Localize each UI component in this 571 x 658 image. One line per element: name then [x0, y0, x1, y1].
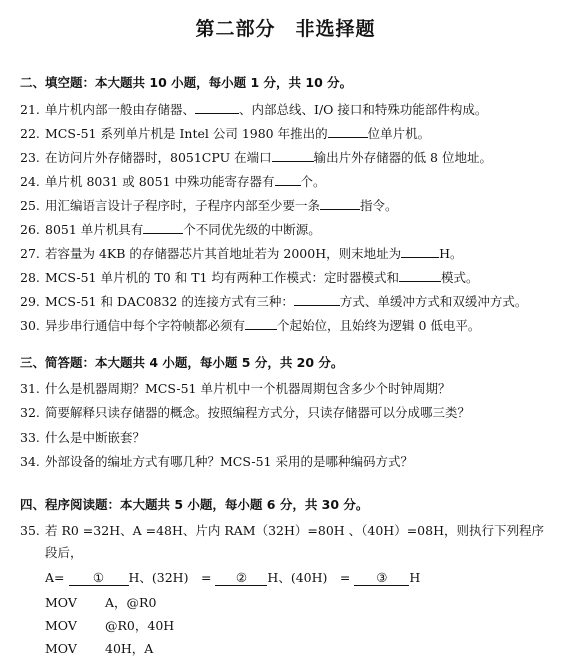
- question-text-before: 在访问片外存储器时，8051CPU 在端口: [45, 150, 272, 165]
- section-4-heading: [20, 495, 368, 513]
- answer-blank[interactable]: [328, 126, 368, 138]
- question-text: 简要解释只读存储器的概念。按照编程方式分，只读存储器可以分成哪三类？: [45, 405, 471, 420]
- section-2-heading: [20, 73, 352, 91]
- answer-blank[interactable]: [195, 102, 239, 114]
- question-number: 29.: [20, 294, 40, 309]
- code-opcode: MOV: [45, 595, 77, 610]
- question-text: 若 R0 =32H、A =48H、片内 RAM（32H）=80H 、（40H）=08H，则执行下列程序: [45, 523, 544, 538]
- answer-blank[interactable]: [320, 198, 360, 210]
- question-text-after: 位单片机。: [367, 126, 431, 141]
- question-34: [20, 452, 413, 470]
- question-29: [20, 292, 527, 310]
- question-number: 21.: [20, 102, 40, 117]
- question-number: 35.: [20, 523, 40, 538]
- question-30: [20, 316, 480, 334]
- question-text-before: 8051 单片机具有: [45, 222, 144, 237]
- question-number: 34.: [20, 454, 40, 469]
- section-3-label: 三、简答题：: [20, 355, 96, 370]
- question-text: 什么是机器周期？MCS-51 单片机中一个机器周期包含多少个时钟周期？: [45, 381, 451, 396]
- answer-fill-row: [45, 568, 420, 586]
- question-33: [20, 428, 145, 446]
- question-22: [20, 124, 430, 142]
- question-text-before: MCS-51 系列单片机是 Intel 公司 1980 年推出的: [45, 126, 328, 141]
- question-text: 外部设备的编址方式有哪几种？MCS-51 采用的是哪种编码方式？: [45, 454, 413, 469]
- question-27: [20, 244, 463, 262]
- section-4-label: 四、程序阅读题：: [20, 497, 121, 512]
- answer-blank[interactable]: [272, 150, 314, 162]
- question-text-before: 用汇编语言设计子程序时，子程序内部至少要一条: [45, 198, 321, 213]
- question-number: 28.: [20, 270, 40, 285]
- page-title: 第二部分 非选择题: [195, 18, 376, 40]
- section-3-desc: 本大题共 4 小题，每小题 5 分，共 20 分。: [95, 355, 344, 370]
- question-number: 24.: [20, 174, 40, 189]
- code-operands: A，@R0: [105, 595, 157, 610]
- question-number: 26.: [20, 222, 40, 237]
- answer-blank-3[interactable]: ③: [354, 570, 409, 586]
- section-4-desc: 本大题共 5 小题，每小题 6 分，共 30 分。: [120, 497, 369, 512]
- question-35: [20, 521, 544, 539]
- question-number: 23.: [20, 150, 40, 165]
- question-31: [20, 379, 451, 397]
- question-text-before: MCS-51 单片机的 T0 和 T1 均有两种工作模式：定时器模式和: [45, 270, 399, 285]
- answer-blank-1[interactable]: ①: [69, 570, 129, 586]
- answer-blank[interactable]: [399, 270, 441, 282]
- question-text-before: 单片机内部一般由存储器、: [45, 102, 196, 117]
- question-32: [20, 403, 470, 421]
- code-line: [45, 639, 153, 657]
- question-text-after: 方式、单缓冲方式和双缓冲方式。: [339, 294, 528, 309]
- question-35-continuation: 段后，: [45, 545, 83, 560]
- code-line: [45, 616, 174, 634]
- question-number: 27.: [20, 246, 40, 261]
- question-text: 什么是中断嵌套？: [45, 430, 146, 445]
- answer-blank[interactable]: [401, 246, 439, 258]
- question-21: [20, 100, 487, 118]
- section-2-desc: 本大题共 10 小题，每小题 1 分，共 10 分。: [95, 75, 353, 90]
- code-operands: @R0，40H: [105, 618, 175, 633]
- question-text-after: H。: [439, 246, 463, 261]
- question-23: [20, 148, 492, 166]
- question-text-after: 、内部总线、I/O 接口和特殊功能部件构成。: [239, 102, 488, 117]
- question-number: 30.: [20, 318, 40, 333]
- question-text-after: 指令。: [360, 198, 398, 213]
- question-number: 22.: [20, 126, 40, 141]
- answer-blank-2[interactable]: ②: [215, 570, 267, 586]
- question-text-before: MCS-51 和 DAC0832 的连接方式有三种：: [45, 294, 294, 309]
- question-text-after: 个起始位，且始终为逻辑 0 低电平。: [277, 318, 481, 333]
- code-opcode: MOV: [45, 641, 77, 656]
- fill-prefix-40h: H、(40H) =: [267, 570, 351, 585]
- question-number: 31.: [20, 381, 40, 396]
- answer-blank[interactable]: [245, 318, 277, 330]
- fill-prefix-a: A=: [45, 570, 65, 585]
- question-number: 33.: [20, 430, 40, 445]
- fill-suffix-h: H: [409, 570, 421, 585]
- question-number: 32.: [20, 405, 40, 420]
- question-number: 25.: [20, 198, 40, 213]
- answer-blank[interactable]: [275, 174, 301, 186]
- question-26: [20, 220, 321, 238]
- question-28: [20, 268, 478, 286]
- question-25: [20, 196, 398, 214]
- code-operands: 40H，A: [105, 641, 154, 656]
- question-text-before: 异步串行通信中每个字符帧都必须有: [45, 318, 246, 333]
- fill-prefix-32h: H、(32H) =: [128, 570, 212, 585]
- question-text-before: 单片机 8031 或 8051 中殊功能寄存器有: [45, 174, 275, 189]
- question-text-after: 个不同优先级的中断源。: [183, 222, 321, 237]
- section-2-label: 二、填空题：: [20, 75, 96, 90]
- answer-blank[interactable]: [294, 294, 340, 306]
- question-text-before: 若容量为 4KB 的存储器芯片其首地址若为 2000H，则末地址为: [45, 246, 402, 261]
- question-text-after: 输出片外存储器的低 8 位地址。: [313, 150, 492, 165]
- code-line: [45, 593, 156, 611]
- question-text-after: 模式。: [440, 270, 479, 285]
- question-text-after: 个。: [300, 174, 326, 189]
- code-opcode: MOV: [45, 618, 77, 633]
- section-3-heading: [20, 353, 343, 371]
- question-24: [20, 172, 326, 190]
- answer-blank[interactable]: [143, 222, 183, 234]
